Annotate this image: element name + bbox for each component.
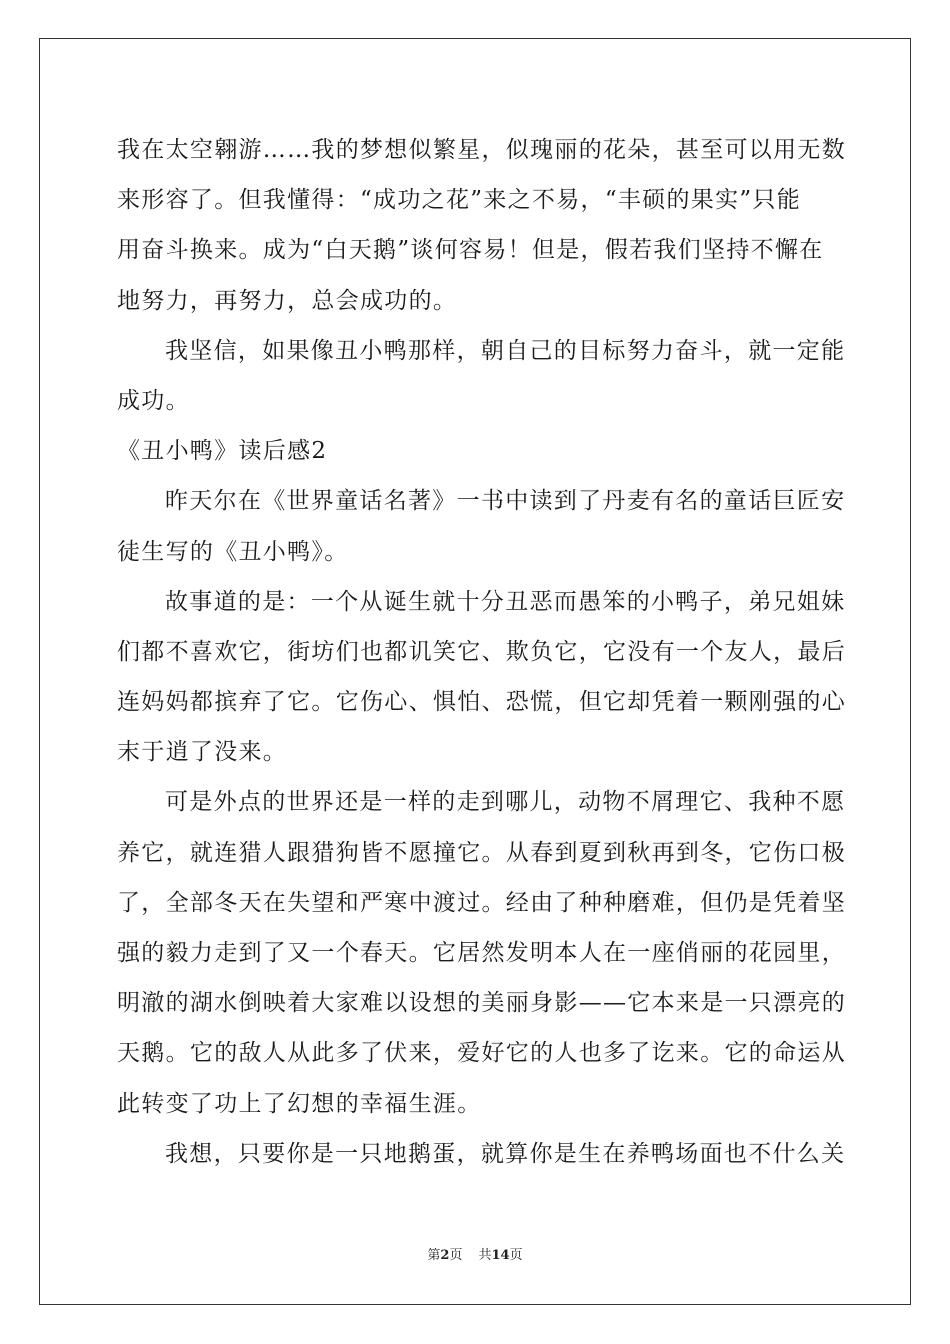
text-line: 明澈的湖水倒映着大家难以设想的美丽身影——它本来是一只漂亮的 <box>117 990 846 1017</box>
text-line: 故事道的是：一个从诞生就十分丑恶而愚笨的小鸭子，弟兄姐妹 <box>165 588 846 615</box>
total-prefix: 共 <box>478 1248 492 1263</box>
text-line: 用奋斗换来。成为“白天鹅”谈何容易！但是，假若我们坚持不懈在 <box>117 237 824 264</box>
page-footer <box>0 1246 950 1266</box>
text-line: 昨天尔在《世界童话名著》一书中读到了丹麦有名的童话巨匠安 <box>165 488 846 515</box>
page-prefix: 第 <box>427 1248 441 1263</box>
text-line: 此转变了功上了幻想的幸福生涯。 <box>117 1090 482 1117</box>
page-number: 2 <box>440 1248 450 1263</box>
text-line: 地努力，再努力，总会成功的。 <box>117 287 458 314</box>
text-line: 们都不喜欢它，街坊们也都讥笑它、欺负它，它没有一个友人，最后 <box>117 638 846 665</box>
text-line: 我坚信，如果像丑小鸭那样，朝自己的目标努力奋斗，就一定能 <box>165 337 846 364</box>
text-line: 养它，就连猎人跟猎狗皆不愿撞它。从春到夏到秋再到冬，它伤口极 <box>117 839 846 866</box>
text-line: 天鹅。它的敌人从此多了伏来，爱好它的人也多了讫来。它的命运从 <box>117 1040 846 1067</box>
section-heading: 《丑小鸭》读后感2 <box>117 438 328 465</box>
document-body <box>117 125 846 1179</box>
total-pages: 14 <box>491 1248 510 1263</box>
text-line: 了，全部冬天在失望和严寒中渡过。经由了种种磨难，但仍是凭着坚 <box>117 889 846 916</box>
text-line: 强的毅力走到了又一个春天。它居然发明本人在一座俏丽的花园里， <box>117 940 846 966</box>
text-line: 我想，只要你是一只地鹅蛋，就算你是生在养鸭场面也不什么关 <box>165 1140 846 1167</box>
text-line: 来形容了。但我懂得：“成功之花”来之不易，“丰硕的果实”只能 <box>117 187 802 214</box>
text-line: 可是外点的世界还是一样的走到哪儿，动物不屑理它、我种不愿 <box>165 789 846 816</box>
text-line: 徒生写的《丑小鸭》。 <box>117 538 349 565</box>
text-line: 成功。 <box>117 387 190 414</box>
text-line: 连妈妈都摈弃了它。它伤心、惧怕、恐慌，但它却凭着一颗刚强的心 <box>117 689 846 716</box>
text-line: 我在太空翱游……我的梦想似繁星，似瑰丽的花朵，甚至可以用无数 <box>117 137 846 163</box>
text-line: 末于逍了没来。 <box>117 739 288 766</box>
page-suffix: 页 <box>449 1248 463 1263</box>
total-suffix: 页 <box>509 1248 523 1263</box>
